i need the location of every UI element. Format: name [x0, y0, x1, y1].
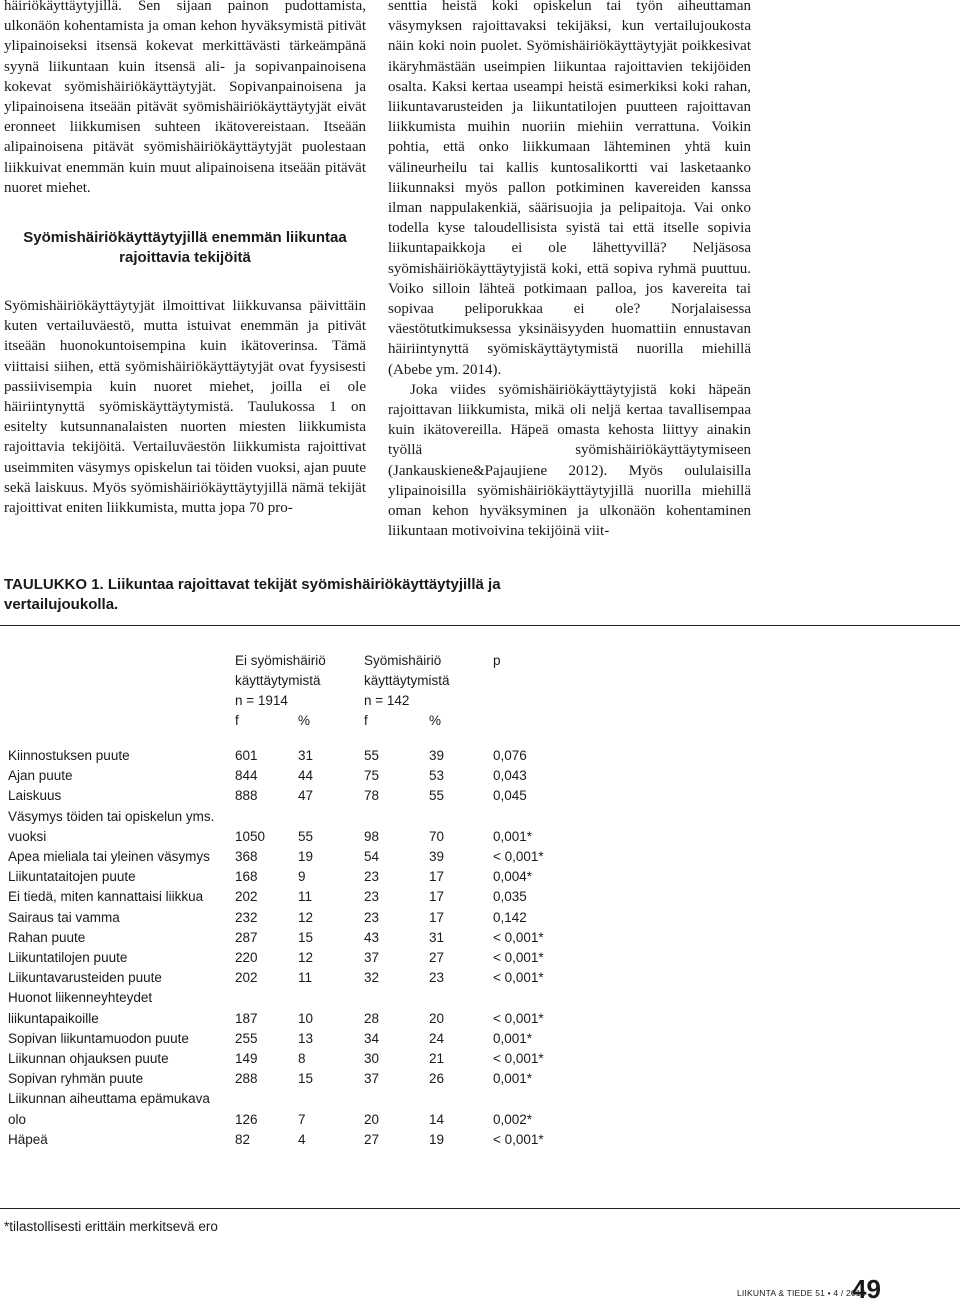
journal-footer: LIIKUNTA & TIEDE 51 • 4 / 2014	[737, 1288, 866, 1298]
row-label: Sopivan liikuntamuodon puute	[8, 1030, 189, 1046]
cell-f1: 126	[235, 1111, 258, 1127]
table-row	[8, 847, 568, 867]
cell-pct1: 55	[298, 828, 314, 844]
cell-f2: 37	[364, 950, 380, 966]
body-paragraph: Joka viides syömishäiriökäyttäytyjistä koki häpeän rajoittavan liikkumista, mikä oli neljä kertaa tavallisempaa kuin ikätovereilla. Häpeä omasta kehosta liittyy ainakin työllä syömishäiriökäyttäytymiseen (Jankauskiene&Pajaujiene 2012). Myös oululaisilla ylipainoisilla syömishäiriökäyttäytyjillä nuorilla miehillä oman kehon hyväksyminen ja ulkonäön kohentaminen liikuntaan motivoivina tekijöinä viit-	[388, 381, 751, 540]
cell-pct2: 21	[429, 1051, 445, 1067]
cell-f2: 23	[364, 909, 380, 925]
cell-pct1: 13	[298, 1030, 314, 1046]
cell-p: 0,001*	[493, 828, 533, 844]
table-row	[8, 1069, 568, 1089]
cell-f1: 287	[235, 929, 258, 945]
cell-p: 0,043	[493, 768, 527, 784]
cell-f2: 75	[364, 768, 380, 784]
cell-pct1: 9	[298, 869, 306, 885]
row-label: Ajan puute	[8, 768, 73, 784]
row-label: Apea mieliala tai yleinen väsymys	[8, 849, 210, 865]
table-row	[8, 928, 568, 948]
cell-pct2: 24	[429, 1030, 445, 1046]
cell-pct1: 8	[298, 1051, 306, 1067]
article-right-column	[388, 0, 751, 541]
cell-f2: 20	[364, 1111, 380, 1127]
table-bottom-rule	[0, 1208, 960, 1209]
cell-p: < 0,001*	[493, 1051, 544, 1067]
cell-f2: 28	[364, 1010, 380, 1026]
cell-p: 0,076	[493, 748, 527, 763]
cell-p: < 0,001*	[493, 849, 544, 865]
cell-pct1: 11	[298, 889, 313, 905]
cell-pct2: 17	[429, 869, 445, 885]
cell-pct1: 4	[298, 1131, 306, 1147]
row-label: Kiinnostuksen puute	[8, 748, 130, 763]
cell-f1: 82	[235, 1131, 251, 1147]
cell-pct2: 39	[429, 748, 445, 763]
cell-pct2: 27	[429, 950, 445, 966]
cell-pct2: 17	[429, 909, 445, 925]
table-row	[8, 908, 568, 928]
cell-pct1: 31	[298, 748, 314, 763]
cell-pct2: 55	[429, 788, 445, 804]
table-header	[8, 651, 568, 733]
cell-f2: 98	[364, 828, 380, 844]
cell-f2: 34	[364, 1030, 380, 1046]
cell-p: < 0,001*	[493, 970, 544, 986]
table-row	[8, 807, 568, 847]
table-body	[8, 746, 568, 1150]
table-row	[8, 1130, 568, 1150]
cell-f2: 54	[364, 849, 380, 865]
cell-f1: 149	[235, 1051, 258, 1067]
cell-pct1: 7	[298, 1111, 306, 1127]
cell-pct2: 19	[429, 1131, 445, 1147]
table-row	[8, 766, 568, 786]
table-footnote: *tilastollisesti erittäin merkitsevä ero	[4, 1219, 218, 1234]
cell-p: 0,001*	[493, 1071, 533, 1087]
row-label: Liikunnan aiheuttama epämukava olo	[8, 1091, 210, 1127]
cell-f1: 255	[235, 1030, 258, 1046]
cell-pct2: 17	[429, 889, 445, 905]
cell-pct2: 26	[429, 1071, 445, 1087]
cell-f1: 888	[235, 788, 258, 804]
cell-p: 0,001*	[493, 1030, 533, 1046]
cell-f1: 232	[235, 909, 258, 925]
cell-pct1: 44	[298, 768, 314, 784]
data-table	[8, 651, 568, 1150]
header-f2: f	[364, 713, 368, 728]
table-row	[8, 786, 568, 806]
cell-pct2: 14	[429, 1111, 445, 1127]
cell-f1: 368	[235, 849, 258, 865]
table-row	[8, 968, 568, 988]
row-label: Liikuntataitojen puute	[8, 869, 136, 885]
cell-pct2: 20	[429, 1010, 445, 1026]
table-row	[8, 1029, 568, 1049]
cell-pct1: 12	[298, 909, 314, 925]
row-label: Huonot liikenneyhteydet liikuntapaikoille	[8, 990, 153, 1026]
cell-pct2: 39	[429, 849, 445, 865]
cell-pct1: 10	[298, 1010, 314, 1026]
table-row	[8, 887, 568, 907]
cell-p: 0,045	[493, 788, 527, 804]
table-row	[8, 948, 568, 968]
cell-p: < 0,001*	[493, 950, 544, 966]
table-row	[8, 1089, 568, 1129]
cell-pct2: 70	[429, 828, 445, 844]
body-paragraph: senttia heistä koki opiskelun tai työn aiheuttaman väsymyksen rajoittavaksi tekijäksi, kun vertailujoukosta näin koki noin puolet. Syömishäiriökäyttäytyjät poikkesivat ikäryhmästään useimpien liikuntaa rajoittavien tekijöiden osalta. Kaksi kertaa useampi heistä esimerkiksi koki rahan, liikuntavarusteiden ja liikuntatilojen puutteen rajoittavan liikkumista muihin nuoriin miehiin verrattuna. Voikin pohtia, että onko liikkumaan lähteminen yhtä kuin välineurheilu tai kallis kuntosalikortti vai lasketaanko liikunnaksi myös pallon potkiminen kavereiden kanssa ilman nappulakenkiä, säärisuojia ja pelipaitoja. Vai onko todella kyse taloudellisista syistä tai että itselle sopivia liikuntapaikkoja ei ole lähettyvillä? Neljäsosa syömishäiriökäyttäytyjistä koki, että sopiva ryhmä puuttuu. Voiko silloin lähteä potkimaan palloa, jos kavereita tai sopivaa peliporukkaa ei ole? Norjalaisessa väestötutkimuksessa yksinäisyyden huomattiin ennustavan häiriintynyttä syömiskäyttäytymistä nuorilla miehillä (Abebe ym. 2014).	[388, 0, 751, 378]
body-paragraph: häiriökäyttäytyjillä. Sen sijaan painon pudottamista, ulkonäön kohentamista ja oman kehon hyväksymistä pitivät ylipainoiseksi itsensä kokevat merkittävästi tärkeämpänä syynä liikuntaan kuin itsensä ali- ja sopivanpainoisena kokevat syömishäiriökäyttäytyjät. Sopivanpainoisena ja ylipainoisena itseään pitävät syömishäiriökäyttäytyjät eivät eronneet liikkumisen suhteen ikätovereistaan. Itseään alipainoisena pitävät syömishäiriökäyttäytyjät puolestaan liikkuivat enemmän kuin muut alipainoisena itseään pitävät nuoret miehet.	[4, 0, 366, 196]
body-paragraph: Syömishäiriökäyttäytyjät ilmoittivat liikkuvansa päivittäin kuten vertailuväestö, mutta istuivat enemmän ja pitivät itseään huonokuntoisempina kuin ikätoverinsa. Tämä viittaisi siihen, että syömishäiriökäyttäytyjät ovat fyysisesti passiivisempia kuin nuoret miehet, joilla ei ole häiriintynyttä syömiskäyttäytymistä. Taulukossa 1 on esitelty kutsunnanalaisten nuorten miesten liikkumista rajoittavia tekijöitä. Vertailuväestön liikkumista rajoittivat useimmiten väsymys opiskelun tai töiden vuoksi, ajan puute sekä laiskuus. Myös syömishäiriökäyttäytyjillä nämä tekijät rajoittivat eniten liikkumista, mutta jopa 70 pro-	[4, 298, 366, 517]
cell-f2: 55	[364, 748, 380, 763]
cell-pct2: 31	[429, 929, 445, 945]
cell-f1: 202	[235, 970, 258, 986]
cell-f1: 202	[235, 889, 258, 905]
row-label: Liikuntavarusteiden puute	[8, 970, 162, 986]
section-subheading: Syömishäiriökäyttäytyjillä enemmän liikuntaa rajoittavia tekijöitä	[23, 229, 347, 267]
header-f1: f	[235, 713, 239, 728]
row-label: Väsymys töiden tai opiskelun yms. vuoksi	[8, 808, 215, 844]
cell-p: < 0,001*	[493, 929, 544, 945]
table-title: TAULUKKO 1. Liikuntaa rajoittavat tekijät syömishäiriökäyttäytyjillä ja vertailujoukolla.	[4, 576, 501, 613]
row-label: Ei tiedä, miten kannattaisi liikkua	[8, 889, 204, 905]
table-top-rule	[0, 625, 960, 626]
cell-pct1: 19	[298, 849, 314, 865]
header-group-eating-disorder: Syömishäiriö käyttäytymistä n = 142	[364, 653, 450, 709]
cell-f1: 601	[235, 748, 258, 763]
cell-f2: 27	[364, 1131, 380, 1147]
cell-p: < 0,001*	[493, 1010, 544, 1026]
row-label: Liikunnan ohjauksen puute	[8, 1051, 169, 1067]
cell-f1: 1050	[235, 828, 266, 844]
header-group-no-eating-disorder: Ei syömishäiriö käyttäytymistä n = 1914	[235, 653, 326, 709]
cell-f1: 288	[235, 1071, 258, 1087]
row-label: Sopivan ryhmän puute	[8, 1071, 144, 1087]
table-row	[8, 867, 568, 887]
table-row	[8, 1049, 568, 1069]
cell-p: 0,035	[493, 889, 527, 905]
row-label: Häpeä	[8, 1131, 48, 1147]
cell-pct1: 47	[298, 788, 314, 804]
table-row	[8, 746, 568, 766]
page-number: 49	[852, 1274, 881, 1304]
cell-pct2: 53	[429, 768, 445, 784]
cell-p: < 0,001*	[493, 1131, 544, 1147]
cell-f1: 168	[235, 869, 258, 885]
table-row	[8, 988, 568, 1028]
row-label: Liikuntatilojen puute	[8, 950, 128, 966]
article-left-column	[4, 0, 366, 518]
cell-f2: 43	[364, 929, 380, 945]
cell-pct1: 11	[298, 970, 313, 986]
cell-pct1: 12	[298, 950, 314, 966]
cell-f2: 78	[364, 788, 380, 804]
cell-f2: 23	[364, 869, 380, 885]
header-pct2: %	[429, 713, 442, 728]
cell-f2: 32	[364, 970, 380, 986]
header-pct1: %	[298, 713, 311, 728]
header-p-value: p	[493, 653, 501, 668]
cell-p: 0,004*	[493, 869, 533, 885]
cell-pct2: 23	[429, 970, 445, 986]
cell-f2: 23	[364, 889, 380, 905]
cell-f2: 30	[364, 1051, 380, 1067]
cell-p: 0,002*	[493, 1111, 533, 1127]
cell-f1: 187	[235, 1010, 258, 1026]
row-label: Laiskuus	[8, 788, 62, 804]
row-label: Rahan puute	[8, 929, 86, 945]
row-label: Sairaus tai vamma	[8, 909, 120, 925]
cell-p: 0,142	[493, 909, 527, 925]
cell-pct1: 15	[298, 1071, 314, 1087]
cell-f1: 844	[235, 768, 258, 784]
cell-pct1: 15	[298, 929, 314, 945]
cell-f1: 220	[235, 950, 258, 966]
cell-f2: 37	[364, 1071, 380, 1087]
